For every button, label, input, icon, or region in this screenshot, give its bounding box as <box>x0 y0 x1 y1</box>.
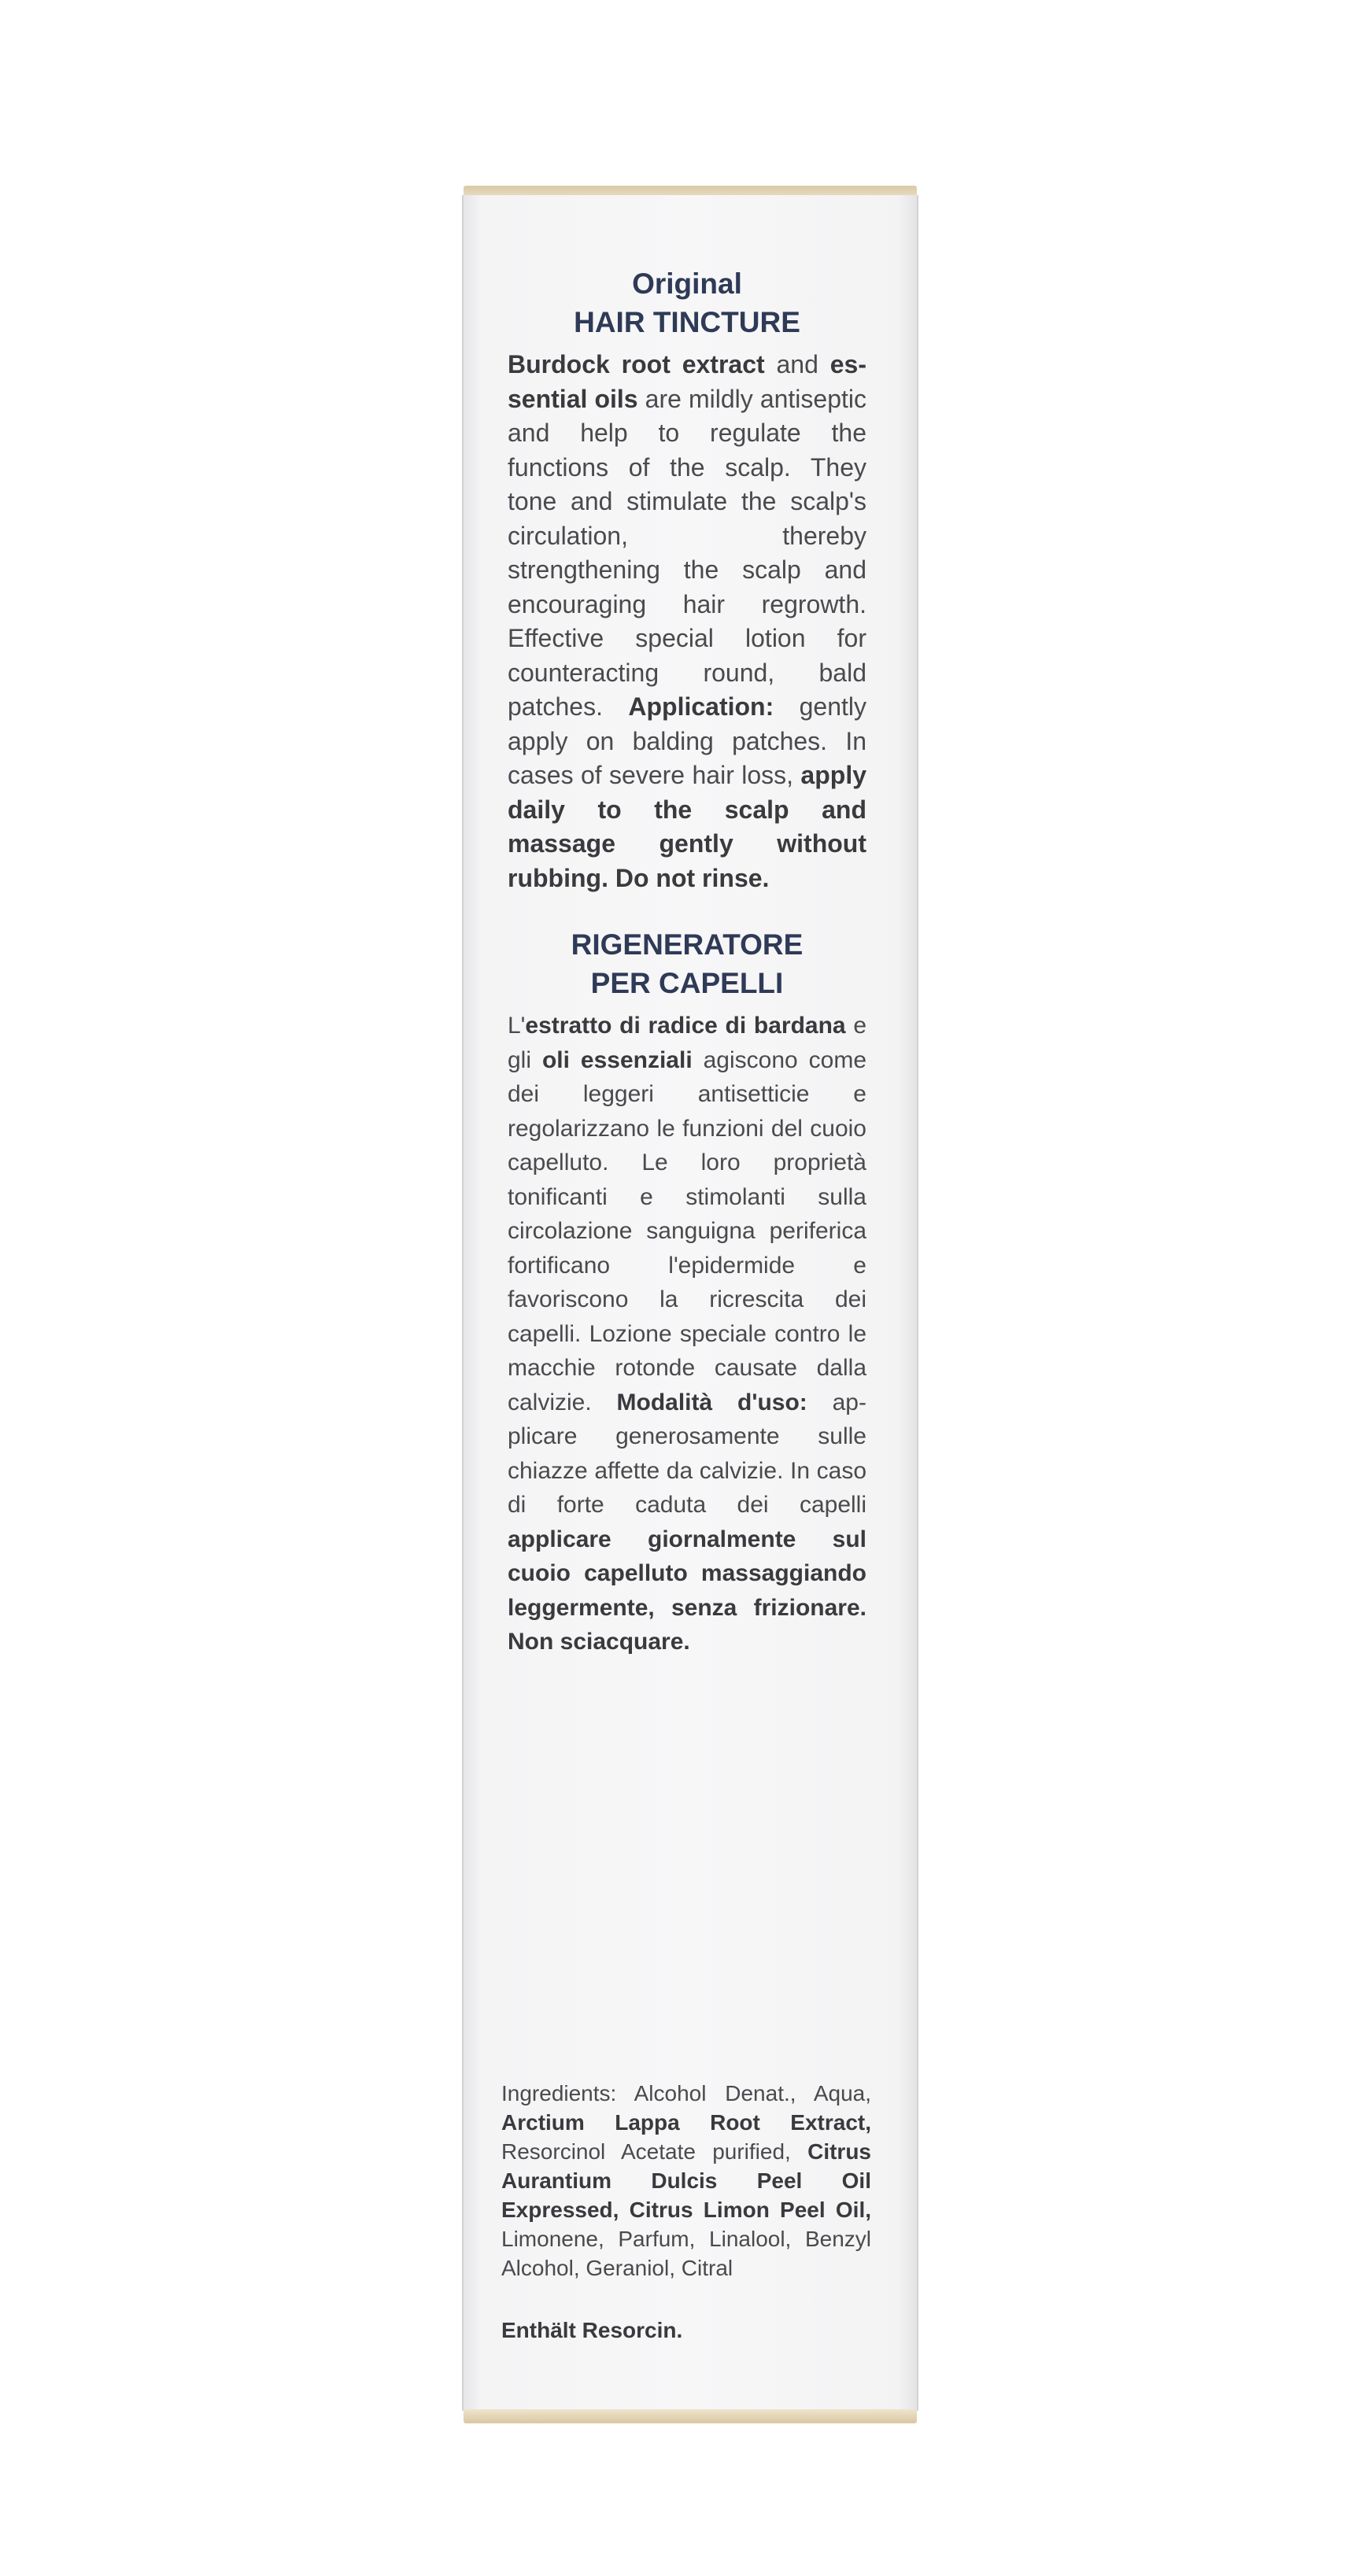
english-title <box>508 264 866 341</box>
text-segment: agiscono come dei leggeri antisetticie e regolarizzano le funzioni del cuoio capelluto. Le loro proprietà tonificanti e stimolanti sulla circolazione sanguigna periferica fortificano l'epidermide e favoriscono la ricrescita dei capelli. Lozione speciale contro le macchie rotonde causate dalla calvizie. <box>508 1046 866 1415</box>
text-segment: Modalità d'uso: <box>616 1389 807 1415</box>
text-segment: Resorcinol Acetate purified, <box>501 2139 808 2164</box>
text-segment: applicare generosamente sulle chiazze affette da calvizie. In caso di forte caduta dei capelli <box>508 1389 866 1518</box>
italian-title <box>508 925 866 1002</box>
text-segment: Ingredients: Alcohol Denat., Aqua, <box>501 2081 871 2105</box>
text-segment: essential oils <box>508 350 866 413</box>
text-segment: Application: <box>628 692 774 721</box>
ingredients-list <box>501 2079 871 2283</box>
text-segment: L' <box>508 1013 526 1039</box>
box-bottom-edge <box>464 2409 917 2423</box>
english-title-line2: HAIR TINCTURE <box>574 306 800 338</box>
english-title-line1: Original <box>632 268 742 300</box>
text-segment: oli essenziali <box>541 1046 693 1073</box>
text-segment: and <box>764 350 830 378</box>
text-segment: Arctium Lappa Root Extract, <box>501 2110 871 2135</box>
box-side-panel <box>462 195 918 2411</box>
text-segment: applicare giornalmente sul cuoio capelluto massaggiando leggermente, senza frizionare. Non sciacquare. <box>508 1526 866 1655</box>
italian-section <box>508 925 866 1659</box>
text-segment: apply daily to the scalp and massage gently without rubbing. Do not rinse. <box>508 761 866 892</box>
italian-description <box>508 1009 866 1659</box>
italian-title-line2: PER CAPELLI <box>590 967 784 999</box>
text-segment: Burdock root extract <box>508 350 765 378</box>
text-segment: gently apply on balding patches. In cases of severe hair loss, <box>508 692 867 789</box>
text-segment: are mildly antiseptic and help to regulate the functions of the scalp. They tone and stimulate the scalp's circulation, thereby strengthening the scalp and encouraging hair regrowth. Effective special lotion for counteracting round, bald patches. <box>508 384 867 721</box>
resorcin-warning: Enthält Resorcin. <box>501 2318 683 2342</box>
english-section <box>508 264 866 895</box>
text-segment: estratto di radice di bardana <box>525 1013 846 1039</box>
text-segment: Citrus Aurantium Dulcis Peel Oil Expressed, Citrus Limon Peel Oil, <box>501 2139 871 2222</box>
italian-title-line1: RIGENERATORE <box>571 928 804 961</box>
english-description <box>508 348 866 895</box>
text-segment: e gli <box>508 1013 866 1073</box>
text-segment: Limonene, Parfum, Linalool, Benzyl Alcohol, Geraniol, Citral <box>501 2227 871 2280</box>
